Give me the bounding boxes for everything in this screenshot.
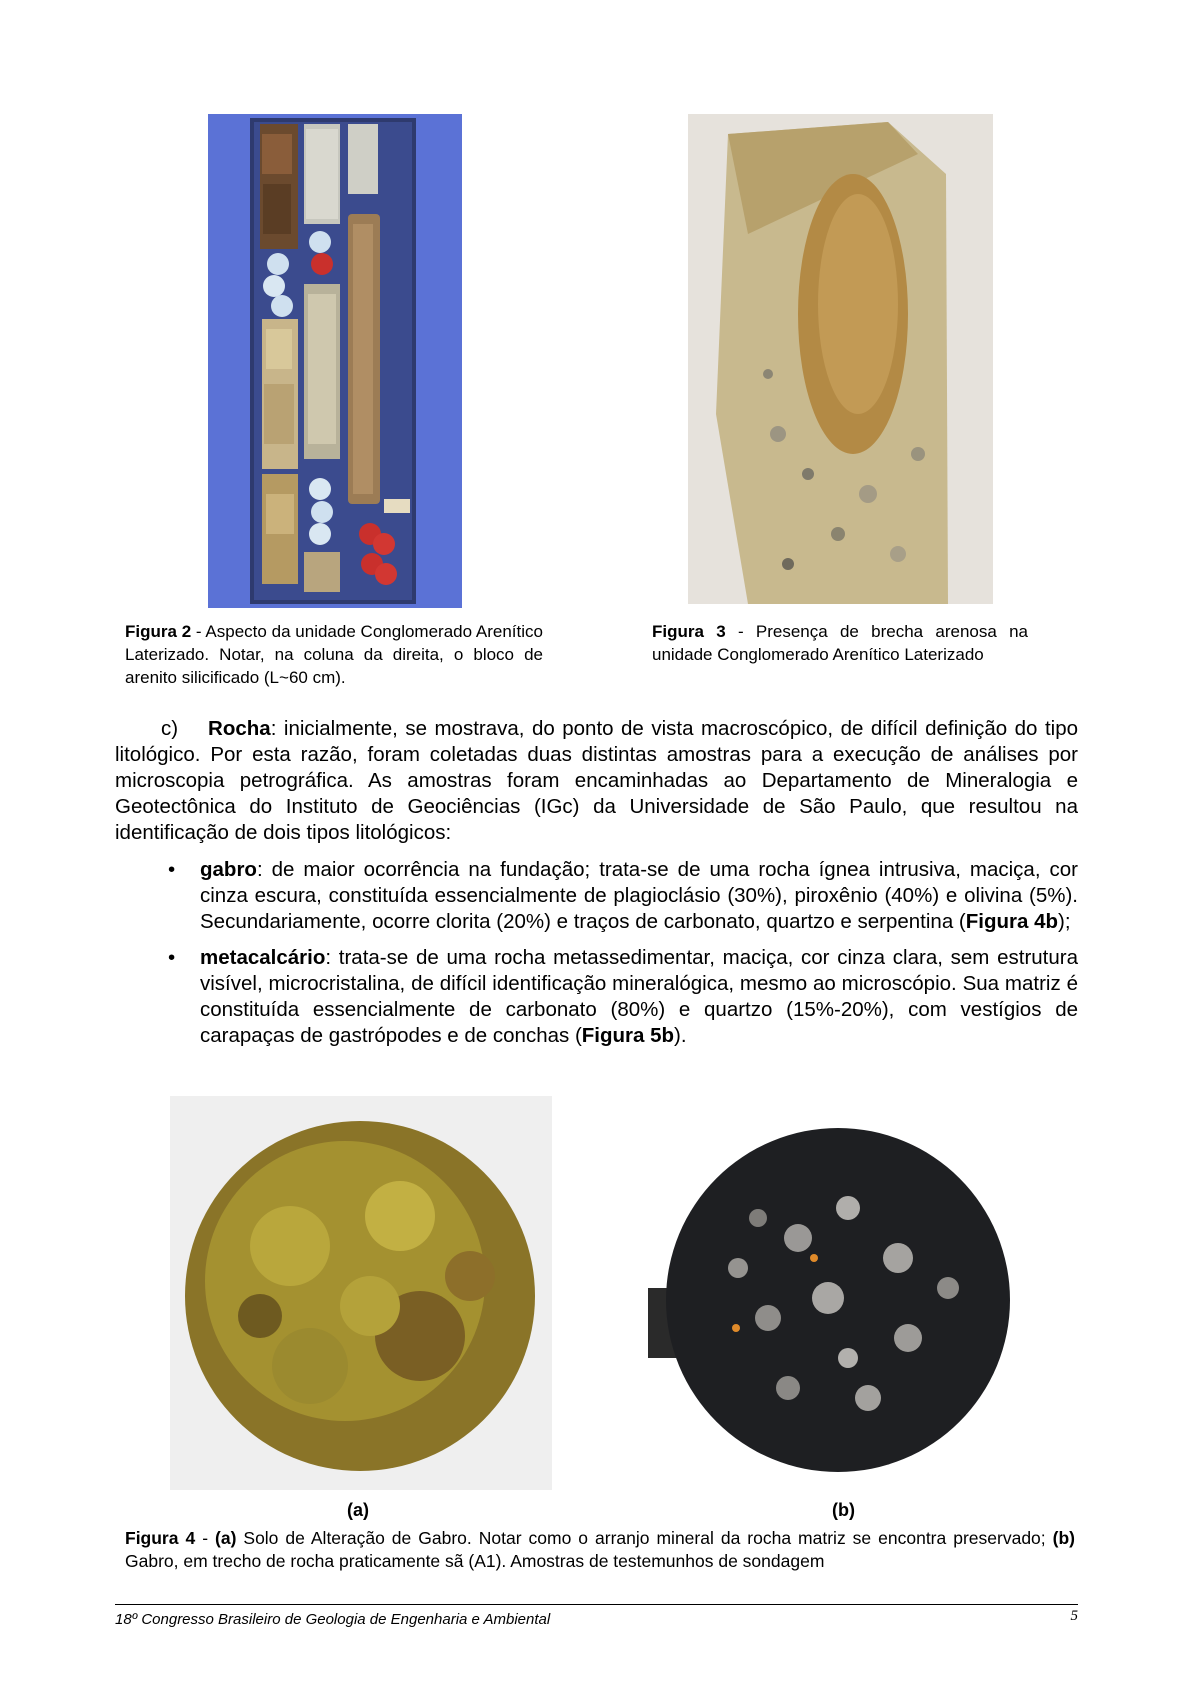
figure-2-photo [208, 114, 462, 608]
footer-text: 18º Congresso Brasileiro de Geologia de Engenharia e Ambiental [115, 1611, 551, 1628]
metacalcario-text: : trata-se de uma rocha metassedimentar, maciça, cor cinza clara, sem estrutura visível, microcristalina, de difícil identificação mineralógica, mesmo ao microscópio. Sua matriz é constituída essencialmente de carbonato (80%) e quartzo (15%-20%), com vestígios de carapaças de gastrópodes e de conchas ( [200, 946, 1078, 1047]
figure-2-caption-text: - Aspecto da unidade Conglomerado Arenítico Laterizado. Notar, na coluna da direita, o bloco de arenito silicificado (L~60 cm). [125, 622, 543, 687]
section-c-text: : inicialmente, se mostrava, do ponto de vista macroscópico, de difícil definição do tipo litológico. Por esta razão, foram coletadas duas distintas amostras para a execução de análises por microscopia petrográfica. As amostras foram encaminhadas ao Departamento de Mineralogia e Geotectônica do Instituto de Geociências (IGc) da Universidade de São Paulo, que resultou na identificação de dois tipos litológicos: [115, 717, 1078, 844]
metacalcario-term: metacalcário [200, 946, 326, 969]
gabro-text: : de maior ocorrência na fundação; trata-se de uma rocha ígnea intrusiva, maciça, cor cinza escura, constituída essencialmente de plagioclásio (30%), piroxênio (40%) e olivina (5%). Secundariamente, ocorre clorita (20%) e traços de carbonato, quartzo e serpentina ( [200, 858, 1078, 933]
footer-divider [115, 1604, 1078, 1605]
altered-gabbro-illustration [170, 1096, 552, 1490]
section-c-term: Rocha [208, 717, 271, 740]
figure-3-photo [688, 114, 993, 604]
lithology-list [168, 857, 1078, 1059]
breccia-core-illustration [688, 114, 993, 604]
figure-4-label: Figura 4 [125, 1528, 196, 1548]
metacalcario-tail: ). [674, 1024, 687, 1047]
figure-3-caption [652, 620, 1028, 666]
core-box-illustration [208, 114, 462, 608]
figure-4-dash: - [195, 1528, 216, 1548]
list-item-metacalcario [168, 945, 1078, 1049]
figure-4-b-label: (b) [1052, 1528, 1075, 1548]
figure-4-a-label: (a) [215, 1528, 237, 1548]
gabro-tail: ); [1058, 910, 1071, 933]
metacalcario-figure-ref: Figura 5b [581, 1024, 675, 1047]
gabbro-illustration [648, 1118, 1018, 1480]
figure-4-a-text: Solo de Alteração de Gabro. Notar como o arranjo mineral da rocha matriz se encontra preservado; [236, 1528, 1053, 1548]
figure-4b-sublabel: (b) [832, 1500, 855, 1520]
figure-4a-sublabel: (a) [347, 1500, 369, 1520]
gabro-figure-ref: Figura 4b [965, 910, 1059, 933]
figure-2-label: Figura 2 [125, 622, 192, 641]
gabro-term: gabro [200, 858, 257, 881]
section-c-marker: c) [161, 717, 179, 740]
figure-3-caption-text: - Presença de brecha arenosa na unidade Conglomerado Arenítico Laterizado [652, 622, 1028, 664]
figure-4a-photo [170, 1096, 552, 1490]
bullet-icon: • [168, 858, 176, 881]
figure-4b-photo [648, 1118, 1018, 1480]
figure-4-caption [125, 1527, 1075, 1573]
page-number: 5 [1070, 1608, 1078, 1624]
section-c-paragraph [115, 716, 1078, 846]
bullet-icon: • [168, 946, 176, 969]
figure-3-label: Figura 3 [652, 622, 726, 641]
figure-4-b-text: Gabro, em trecho de rocha praticamente sã (A1). Amostras de testemunhos de sondagem [125, 1551, 825, 1571]
list-item-gabro [168, 857, 1078, 935]
figure-2-caption [125, 620, 543, 689]
